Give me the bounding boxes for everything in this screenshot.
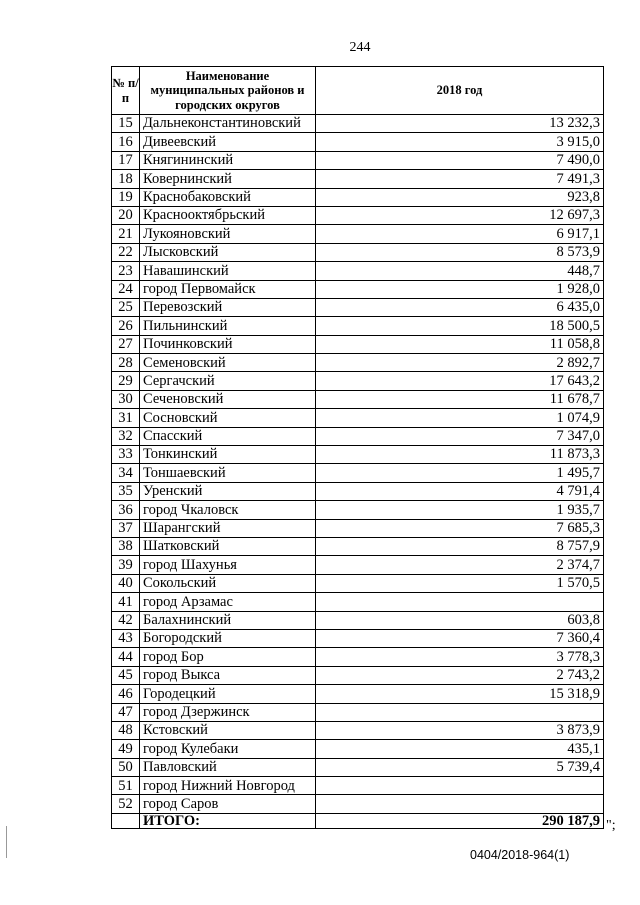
- total-row: [112, 813, 604, 829]
- row-value: 1 570,5: [316, 574, 604, 592]
- row-number: 42: [112, 611, 140, 629]
- row-name: Навашинский: [140, 262, 316, 280]
- row-value: 435,1: [316, 740, 604, 758]
- row-value: 17 643,2: [316, 372, 604, 390]
- row-value: 1 495,7: [316, 464, 604, 482]
- row-number: 46: [112, 685, 140, 703]
- table-row: [112, 170, 604, 188]
- table-header-row: [112, 67, 604, 115]
- row-name: Балахнинский: [140, 611, 316, 629]
- row-value: 11 058,8: [316, 335, 604, 353]
- row-value: 3 873,9: [316, 721, 604, 739]
- table-row: [112, 537, 604, 555]
- row-name: город Шахунья: [140, 556, 316, 574]
- row-value: 6 917,1: [316, 225, 604, 243]
- table-row: [112, 372, 604, 390]
- row-name: Богородский: [140, 629, 316, 647]
- table-row: [112, 188, 604, 206]
- row-name: Лысковский: [140, 243, 316, 261]
- row-value: 2 374,7: [316, 556, 604, 574]
- row-value: 1 074,9: [316, 409, 604, 427]
- row-value: 7 347,0: [316, 427, 604, 445]
- table-row: [112, 262, 604, 280]
- row-number: 28: [112, 354, 140, 372]
- row-number: 32: [112, 427, 140, 445]
- total-number-cell: [112, 813, 140, 829]
- table-row: [112, 648, 604, 666]
- table-row: [112, 703, 604, 721]
- row-number: 15: [112, 115, 140, 133]
- row-number: 43: [112, 629, 140, 647]
- row-value: 923,8: [316, 188, 604, 206]
- row-name: Сокольский: [140, 574, 316, 592]
- total-label: ИТОГО:: [140, 813, 316, 829]
- table-row: [112, 666, 604, 684]
- table-row: [112, 611, 604, 629]
- document-code: 0404/2018-964(1): [470, 848, 570, 862]
- table-row: [112, 115, 604, 133]
- row-value: 7 360,4: [316, 629, 604, 647]
- row-value: 8 757,9: [316, 537, 604, 555]
- row-number: 16: [112, 133, 140, 151]
- table-row: [112, 758, 604, 776]
- row-name: город Чкаловск: [140, 501, 316, 519]
- row-value: 8 573,9: [316, 243, 604, 261]
- row-name: Тоншаевский: [140, 464, 316, 482]
- row-name: Ковернинский: [140, 170, 316, 188]
- row-number: 20: [112, 206, 140, 224]
- row-number: 35: [112, 482, 140, 500]
- row-number: 26: [112, 317, 140, 335]
- table-row: [112, 777, 604, 795]
- margin-line: [6, 826, 7, 858]
- row-value: 2 743,2: [316, 666, 604, 684]
- row-number: 47: [112, 703, 140, 721]
- row-name: Городецкий: [140, 685, 316, 703]
- row-name: город Дзержинск: [140, 703, 316, 721]
- row-number: 21: [112, 225, 140, 243]
- row-number: 50: [112, 758, 140, 776]
- row-number: 34: [112, 464, 140, 482]
- row-name: Кстовский: [140, 721, 316, 739]
- row-number: 44: [112, 648, 140, 666]
- table-row: [112, 317, 604, 335]
- row-name: Княгининский: [140, 151, 316, 169]
- header-year: 2018 год: [316, 67, 604, 115]
- row-number: 39: [112, 556, 140, 574]
- row-name: город Арзамас: [140, 593, 316, 611]
- row-value: 3 778,3: [316, 648, 604, 666]
- row-number: 23: [112, 262, 140, 280]
- row-name: Шарангский: [140, 519, 316, 537]
- row-value: 448,7: [316, 262, 604, 280]
- header-number: № п/п: [112, 67, 140, 115]
- row-value: [316, 795, 604, 813]
- row-value: 13 232,3: [316, 115, 604, 133]
- row-value: 18 500,5: [316, 317, 604, 335]
- table-row: [112, 593, 604, 611]
- row-name: город Нижний Новгород: [140, 777, 316, 795]
- row-number: 25: [112, 298, 140, 316]
- row-name: Сергачский: [140, 372, 316, 390]
- row-value: [316, 593, 604, 611]
- row-name: город Бор: [140, 648, 316, 666]
- row-number: 30: [112, 390, 140, 408]
- row-name: Сосновский: [140, 409, 316, 427]
- row-number: 24: [112, 280, 140, 298]
- row-name: город Первомайск: [140, 280, 316, 298]
- row-value: 7 685,3: [316, 519, 604, 537]
- table-row: [112, 280, 604, 298]
- table-row: [112, 721, 604, 739]
- row-number: 18: [112, 170, 140, 188]
- row-number: 37: [112, 519, 140, 537]
- row-name: Тонкинский: [140, 446, 316, 464]
- row-value: 15 318,9: [316, 685, 604, 703]
- table-row: [112, 482, 604, 500]
- row-name: Краснобаковский: [140, 188, 316, 206]
- table-row: [112, 151, 604, 169]
- row-number: 31: [112, 409, 140, 427]
- row-name: Перевозский: [140, 298, 316, 316]
- row-number: 29: [112, 372, 140, 390]
- table-row: [112, 133, 604, 151]
- page-number: 244: [349, 40, 371, 55]
- table-row: [112, 629, 604, 647]
- table-row: [112, 354, 604, 372]
- row-name: Пильнинский: [140, 317, 316, 335]
- table-row: [112, 427, 604, 445]
- row-number: 27: [112, 335, 140, 353]
- row-value: 12 697,3: [316, 206, 604, 224]
- row-value: 7 491,3: [316, 170, 604, 188]
- table-row: [112, 243, 604, 261]
- row-number: 45: [112, 666, 140, 684]
- row-value: 7 490,0: [316, 151, 604, 169]
- table-row: [112, 225, 604, 243]
- row-value: 11 678,7: [316, 390, 604, 408]
- row-value: 3 915,0: [316, 133, 604, 151]
- row-name: Дальнеконстантиновский: [140, 115, 316, 133]
- row-value: [316, 777, 604, 795]
- row-name: Спасский: [140, 427, 316, 445]
- table-row: [112, 501, 604, 519]
- row-number: 38: [112, 537, 140, 555]
- table-row: [112, 298, 604, 316]
- row-number: 51: [112, 777, 140, 795]
- row-name: город Кулебаки: [140, 740, 316, 758]
- table-row: [112, 795, 604, 813]
- row-value: 4 791,4: [316, 482, 604, 500]
- table-row: [112, 685, 604, 703]
- row-name: Шатковский: [140, 537, 316, 555]
- row-value: 11 873,3: [316, 446, 604, 464]
- row-name: Лукояновский: [140, 225, 316, 243]
- budget-table: [111, 66, 604, 829]
- row-name: город Выкса: [140, 666, 316, 684]
- table-row: [112, 446, 604, 464]
- table-row: [112, 556, 604, 574]
- row-number: 19: [112, 188, 140, 206]
- row-value: [316, 703, 604, 721]
- row-name: Сеченовский: [140, 390, 316, 408]
- row-number: 36: [112, 501, 140, 519]
- row-number: 49: [112, 740, 140, 758]
- table-row: [112, 206, 604, 224]
- row-value: 1 935,7: [316, 501, 604, 519]
- table-row: [112, 464, 604, 482]
- header-name: Наименование муниципальных районов и городских округов: [140, 67, 316, 115]
- row-number: 52: [112, 795, 140, 813]
- table-row: [112, 335, 604, 353]
- row-name: Павловский: [140, 758, 316, 776]
- row-value: 5 739,4: [316, 758, 604, 776]
- row-name: Починковский: [140, 335, 316, 353]
- row-number: 40: [112, 574, 140, 592]
- row-number: 41: [112, 593, 140, 611]
- table-row: [112, 390, 604, 408]
- row-name: Краснооктябрьский: [140, 206, 316, 224]
- row-value: 603,8: [316, 611, 604, 629]
- closing-quote-mark: ";: [606, 818, 616, 833]
- table-row: [112, 409, 604, 427]
- row-number: 33: [112, 446, 140, 464]
- row-name: Семеновский: [140, 354, 316, 372]
- row-name: Уренский: [140, 482, 316, 500]
- table-row: [112, 574, 604, 592]
- row-value: 6 435,0: [316, 298, 604, 316]
- total-value: 290 187,9: [316, 813, 604, 829]
- row-name: Дивеевский: [140, 133, 316, 151]
- table-body: [112, 115, 604, 814]
- row-value: 1 928,0: [316, 280, 604, 298]
- row-number: 48: [112, 721, 140, 739]
- row-value: 2 892,7: [316, 354, 604, 372]
- table-row: [112, 740, 604, 758]
- row-name: город Саров: [140, 795, 316, 813]
- row-number: 17: [112, 151, 140, 169]
- table-row: [112, 519, 604, 537]
- row-number: 22: [112, 243, 140, 261]
